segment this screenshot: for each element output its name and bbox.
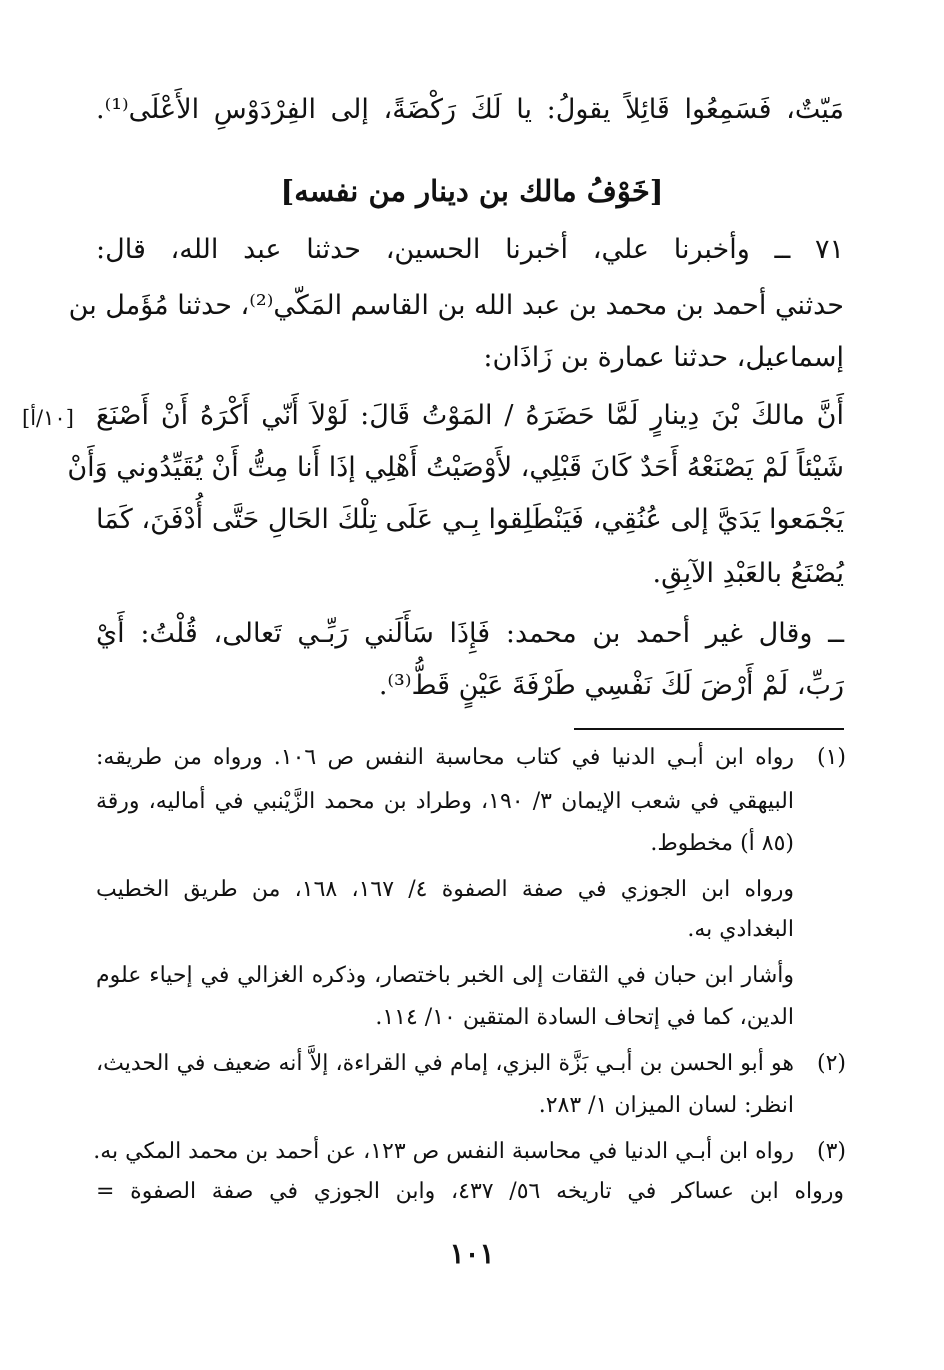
hadith-71-line-3: إسماعيل، حدثنا عمارة بن زَاذَان: (483, 342, 844, 373)
quote-line-4: يُصْنَعُ بالعَبْدِ الآبِقِ. (652, 558, 844, 589)
continuation-line: مَيّتٌ، فَسَمِعُوا قَائِلاً يقولُ: يا لَكَ رَكْضَةً، إلى الفِرْدَوْسِ الأَعْلَى⁽¹⁾. (96, 94, 844, 125)
footnote-1-line-4: ورواه ابن الجوزي في صفة الصفوة ٤/ ١٦٧، ١٦٨، من طريق الخطيب (96, 877, 794, 902)
page-number: ١٠١ (449, 1237, 495, 1270)
variant-line-1: ــ وقال غير أحمد بن محمد: فَإِذَا سَأَلَني رَبِّـي تَعالى، قُلْتُ: أَيْ (96, 618, 844, 649)
footnote-1-line-2: البيهقي في شعب الإيمان ٣/ ١٩٠، وطراد بن محمد الزَّيْنبي في أماليه، ورقة (96, 789, 794, 814)
hadith-71-line-1: ٧١ ــ وأخبرنا علي، أخبرنا الحسين، حدثنا عبد الله، قال: (96, 234, 844, 265)
footnote-2-number: (٢) (816, 1051, 846, 1076)
footnote-1-line-3: (٨٥ أ) مخطوط. (650, 831, 794, 856)
quote-line-1: أَنَّ مالكَ بْنَ دِينارٍ لَمَّا حَضَرَهُ / المَوْتُ قَالَ: لَوْلاَ أَنّي أَكْرَهُ أَنْ أَصْنَعَ (96, 400, 844, 431)
section-heading: [خَوْفُ مالك بن دينار من نفسه] (280, 174, 664, 208)
quote-line-2: شَيْئاً لَمْ يَصْنَعْهُ أَحَدٌ كَانَ قَبْلِي، لأَوْصَيْتُ أَهْلِي إذَا أَنا مِتُّ أَنْ يُقَيِّدُوني وَأَنْ (67, 452, 844, 483)
footnote-3-number: (٣) (816, 1139, 846, 1164)
folio-marker: [١٠/أ] (22, 406, 74, 430)
quote-line-3: يَجْمَعوا يَدَيَّ إلى عُنُقِي، فَيَنْطَلِقوا بِـي عَلَى تِلْكَ الحَالِ حَتَّى أُدْفَنَ، كَمَا (96, 504, 844, 535)
footnote-1-line-6: وأشار ابن حبان في الثقات إلى الخبر باختصار، وذكره الغزالي في إحياء علوم (96, 963, 794, 988)
footnote-1-number: (١) (816, 745, 846, 770)
hadith-71-line-2: حدثني أحمد بن محمد بن عبد الله بن القاسم المَكّي⁽²⁾، حدثنا مُؤَمل بن (68, 290, 844, 321)
footnote-1-line-5: البغدادي به. (687, 917, 794, 942)
footnote-3-line-2: ورواه ابن عساكر في تاريخه ٥٦/ ٤٣٧، وابن الجوزي في صفة الصفوة = (96, 1179, 845, 1204)
footnote-1-line-7: الدين، كما في إتحاف السادة المتقين ١٠/ ١١٤. (375, 1005, 794, 1030)
footnote-separator (574, 728, 844, 730)
variant-line-2: رَبِّ، لَمْ أَرْضَ لَكَ نَفْسِي طَرْفَةَ عَيْنٍ قَطُّ⁽³⁾. (378, 670, 844, 701)
footnote-2-line-2: انظر: لسان الميزان ١/ ٢٨٣. (538, 1093, 794, 1118)
footnote-1-line-1: رواه ابن أبـي الدنيا في كتاب محاسبة النفس ص ١٠٦. ورواه من طريقه: (96, 745, 794, 770)
footnote-3-line-1: رواه ابن أبـي الدنيا في محاسبة النفس ص ١٢٣، عن أحمد بن محمد المكي به. (93, 1139, 794, 1164)
footnote-2-line-1: هو أبو الحسن بن أبـي بَزَّة البزي، إمام في القراءة، إلاَّ أنه ضعيف في الحديث، (96, 1051, 794, 1076)
